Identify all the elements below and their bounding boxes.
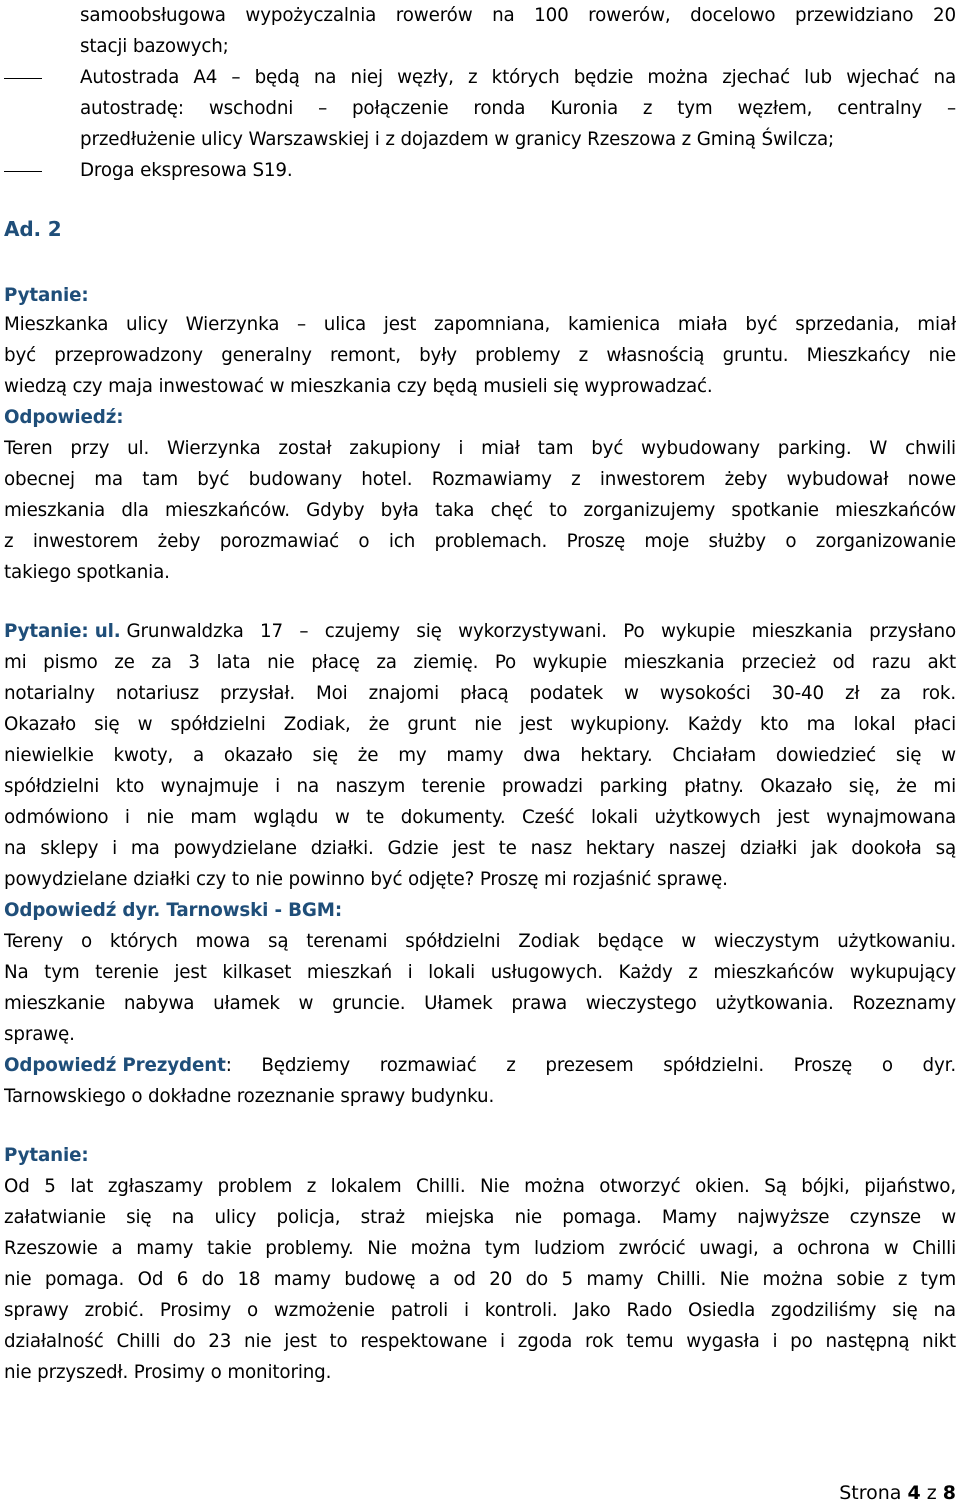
paragraph-line: Tereny o których mowa są terenami spółdzielni Zodiak będące w wieczystym użytkowaniu. xyxy=(4,931,956,952)
page-footer xyxy=(839,1482,956,1504)
paragraph-line: z inwestorem żeby porozmawiać o ich problemach. Proszę moje służby o zorganizowanie xyxy=(4,531,956,552)
paragraph-line: Na tym terenie jest kilkaset mieszkań i lokali usługowych. Każdy z mieszkańców wykupujący xyxy=(4,962,956,983)
list-line: Autostrada A4 – będą na niej węzły, z których będzie można zjechać lub wjechać na xyxy=(80,67,956,88)
paragraph-line: być przeprowadzony generalny remont, były problemy z własnością gruntu. Mieszkańcy nie xyxy=(4,345,956,366)
label-pytanie: Pytanie: xyxy=(4,1145,89,1166)
list-line: samoobsługowa wypożyczalnia rowerów na 100 rowerów, docelowo przewidziano 20 xyxy=(80,5,956,26)
footer-page-number: 4 xyxy=(907,1482,921,1504)
paragraph-line: Teren przy ul. Wierzynka został zakupiony i miał tam być wybudowany parking. W chwili xyxy=(4,438,956,459)
paragraph-line: Tarnowskiego o dokładne rozeznanie sprawy budynku. xyxy=(4,1086,495,1107)
paragraph-line: sprawy zrobić. Prosimy o wzmożenie patroli i kontroli. Jako Rado Osiedla zgodziliśmy się na xyxy=(4,1300,956,1321)
label-odpowiedz-prezydent: Odpowiedź Prezydent xyxy=(4,1055,226,1076)
paragraph-line: na sklepy i ma powydzielane działki. Gdzie jest te nasz hektary naszej działki jak dookoła są xyxy=(4,838,956,859)
paragraph-line: wiedzą czy maja inwestować w mieszkania czy będą musieli się wyprowadzać. xyxy=(4,376,713,397)
footer-total-pages: 8 xyxy=(942,1482,956,1504)
paragraph-line xyxy=(4,1050,956,1081)
paragraph-text: : Będziemy rozmawiać z prezesem spółdzielni. Proszę o dyr. xyxy=(225,1055,956,1076)
paragraph-line: nie przyszedł. Prosimy o monitoring. xyxy=(4,1362,332,1383)
label-odpowiedz-dyr: Odpowiedź dyr. Tarnowski - BGM: xyxy=(4,900,342,921)
paragraph-line: spółdzielni kto wynajmuje i na naszym terenie prowadzi parking płatny. Okazało się, że mi xyxy=(4,776,956,797)
paragraph-line: Mieszkanka ulicy Wierzynka – ulica jest zapomniana, kamienica miała być sprzedania, miał xyxy=(4,314,956,335)
paragraph-line: mieszkanie nabywa ułamek w gruncie. Ułamek prawa wieczystego użytkowania. Rozeznamy xyxy=(4,993,956,1014)
list-line: przedłużenie ulicy Warszawskiej i z dojazdem w granicy Rzeszowa z Gminą Świlcza; xyxy=(80,129,835,150)
paragraph-line: odmówiono i nie mam wglądu w te dokumenty. Cześć lokali użytkowych jest wynajmowana xyxy=(4,807,956,828)
footer-mid: z xyxy=(920,1482,943,1504)
paragraph-line: mi pismo ze za 3 lata nie płacę za ziemię. Po wykupie mieszkania przecież od razu akt xyxy=(4,652,956,673)
paragraph-line: działalność Chilli do 23 nie jest to respektowane i zgoda rok temu wygasła i po następną nikt xyxy=(4,1331,956,1352)
paragraph-line: Rzeszowie a mamy takie problemy. Nie można tym ludziom zwrócić uwagi, a ochrona w Chilli xyxy=(4,1238,956,1259)
paragraph-line: takiego spotkania. xyxy=(4,562,170,583)
list-line: stacji bazowych; xyxy=(80,36,229,57)
paragraph-line: obecnej ma tam być budowany hotel. Rozmawiamy z inwestorem żeby wybudował nowe xyxy=(4,469,956,490)
paragraph-line: sprawę. xyxy=(4,1024,75,1045)
paragraph-line: powydzielane działki czy to nie powinno być odjęte? Proszę mi rozjaśnić sprawę. xyxy=(4,869,728,890)
paragraph-line: niewielkie kwoty, a okazało się że my mamy dwa hektary. Chciałam dowiedzieć się w xyxy=(4,745,956,766)
footer-prefix: Strona xyxy=(839,1482,908,1504)
paragraph-line: notarialny notariusz przysłał. Moi znajomi płacą podatek w wysokości 30-40 zł za rok. xyxy=(4,683,956,704)
dash-bullet xyxy=(4,171,42,172)
dash-bullet xyxy=(4,78,42,79)
section-heading: Ad. 2 xyxy=(4,217,62,241)
label-pytanie: Pytanie: xyxy=(4,285,89,306)
paragraph-line: mieszkania dla mieszkańców. Gdyby była taka chęć to zorganizujemy spotkanie mieszkańców xyxy=(4,500,956,521)
paragraph-line: Okazało się w spółdzielni Zodiak, że grunt nie jest wykupiony. Każdy kto ma lokal płaci xyxy=(4,714,956,735)
paragraph-line xyxy=(4,616,956,647)
list-line: Droga ekspresowa S19. xyxy=(80,160,293,181)
label-pytanie-ul: Pytanie: ul. xyxy=(4,621,121,642)
paragraph-line: Od 5 lat zgłaszamy problem z lokalem Chilli. Nie można otworzyć okien. Są bójki, pijaństwo, xyxy=(4,1176,956,1197)
paragraph-line: załatwianie się na ulicy policja, straż miejska nie pomaga. Mamy najwyższe czynsze w xyxy=(4,1207,956,1228)
paragraph-text: Grunwaldzka 17 – czujemy się wykorzystywani. Po wykupie mieszkania przysłano xyxy=(126,621,956,642)
list-line: autostradę: wschodni – połączenie ronda Kuronia z tym węzłem, centralny – xyxy=(80,98,956,119)
label-odpowiedz: Odpowiedź: xyxy=(4,407,124,428)
paragraph-line: nie pomaga. Od 6 do 18 mamy budowę a od 20 do 5 mamy Chilli. Nie można sobie z tym xyxy=(4,1269,956,1290)
